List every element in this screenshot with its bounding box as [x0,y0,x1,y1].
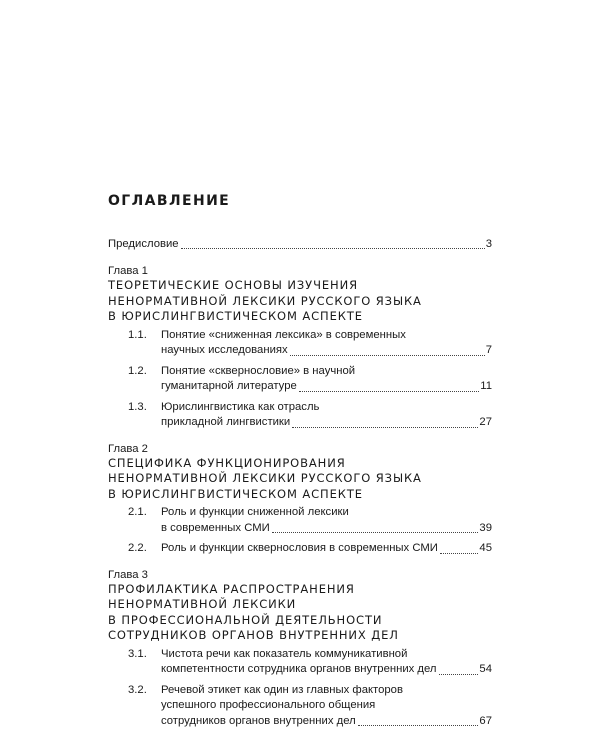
section-title-line: успешного профессионального общения [161,699,376,711]
section-number: 1.2. [128,364,147,377]
chapter-list [108,264,492,729]
section-title-line: Роль и функции сниженной лексики [161,506,349,518]
section-number: 2.2. [128,542,147,554]
section-number: 3.2. [128,683,147,696]
section-title-line: в современных СМИ [161,521,270,534]
section-title-line: гуманитарной литературе [161,380,297,392]
chapter-title-line: НЕНОРМАТИВНОЙ ЛЕКСИКИ РУССКОГО ЯЗЫКА [108,471,422,485]
section-title-line: Речевой этикет как один из главных факторов [161,683,403,696]
section-title-line: Роль и функции сквернословия в современных СМИ [161,542,438,554]
page-number: 54 [479,663,492,675]
section-entry[interactable] [128,541,492,557]
section-last-line [161,415,492,431]
section-title-line: сотрудников органов внутренних дел [161,714,356,727]
preface-label: Предисловие [108,238,179,250]
chapter-title-line: НЕНОРМАТИВНОЙ ЛЕКСИКИ РУССКОГО ЯЗЫКА [108,293,422,308]
section-number: 1.1. [128,328,147,341]
section-title-line: Понятие «сниженная лексика» в современных [161,328,406,341]
chapter-title-line: В ЮРИСЛИНГВИСТИЧЕСКОМ АСПЕКТЕ [108,486,363,501]
section-entry[interactable] [128,505,492,536]
chapter-1 [108,264,492,431]
leader-dots [292,426,478,428]
section-number: 2.1. [128,506,147,518]
section-last-line [161,521,492,537]
chapter-title-line: СПЕЦИФИКА ФУНКЦИОНИРОВАНИЯ [108,455,346,470]
chapter-title[interactable] [108,278,492,325]
section-entry[interactable] [128,647,492,678]
section-last-line [161,379,492,395]
page-number: 39 [479,521,492,534]
chapter-label: Глава 1 [108,265,148,277]
chapter-label: Глава 3 [108,568,148,581]
section-number: 3.1. [128,647,147,660]
chapter-label: Глава 2 [108,442,148,455]
chapter-title-line: ПРОФИЛАКТИКА РАСПРОСТРАНЕНИЯ [108,581,355,596]
preface-entry[interactable] [108,236,492,252]
chapter-title-line: В ЮРИСЛИНГВИСТИЧЕСКОМ АСПЕКТЕ [108,309,363,323]
page-number: 11 [480,380,492,392]
section-title-line: Чистота речи как показатель коммуникативной [161,647,408,660]
section-last-line [161,662,492,678]
chapter-title-line: СОТРУДНИКОВ ОРГАНОВ ВНУТРЕННИХ ДЕЛ [108,628,399,642]
leader-dots [181,247,485,249]
table-of-contents [108,193,492,740]
page-number: 45 [479,542,492,554]
toc-title: ОГЛАВЛЕНИЕ [108,193,231,209]
section-title-line: Юрислингвистика как отрасль [161,400,320,413]
section-title-line: Понятие «сквернословие» в научной [161,364,356,377]
chapter-2 [108,442,492,557]
section-last-line [161,541,492,557]
section-title-line: прикладной лингвистики [161,416,291,428]
chapter-3 [108,568,492,730]
page-number: 67 [479,714,492,727]
chapter-title-line: НЕНОРМАТИВНОЙ ЛЕКСИКИ [108,597,297,611]
section-entry[interactable] [128,400,492,431]
leader-dots [272,531,479,533]
section-last-line [161,714,492,730]
chapter-title[interactable] [108,582,492,644]
chapter-title-line: ТЕОРЕТИЧЕСКИЕ ОСНОВЫ ИЗУЧЕНИЯ [108,278,358,292]
section-number: 1.3. [128,400,147,413]
section-entry[interactable] [128,683,492,730]
chapter-title-line: В ПРОФЕССИОНАЛЬНОЙ ДЕЯТЕЛЬНОСТИ [108,612,383,627]
page-number: 3 [485,238,492,250]
leader-dots [440,552,479,554]
leader-dots [358,724,479,726]
page-number: 7 [485,344,492,356]
leader-dots [439,673,479,675]
section-title-line: научных исследованиях [161,344,288,356]
section-entry[interactable] [128,328,492,359]
leader-dots [290,354,485,356]
page-number: 27 [479,416,492,428]
leader-dots [299,390,480,392]
chapter-title[interactable] [108,456,492,503]
section-last-line [161,343,492,359]
section-entry[interactable] [128,364,492,395]
section-title-line: компетентности сотрудника органов внутренних дел [161,663,437,675]
